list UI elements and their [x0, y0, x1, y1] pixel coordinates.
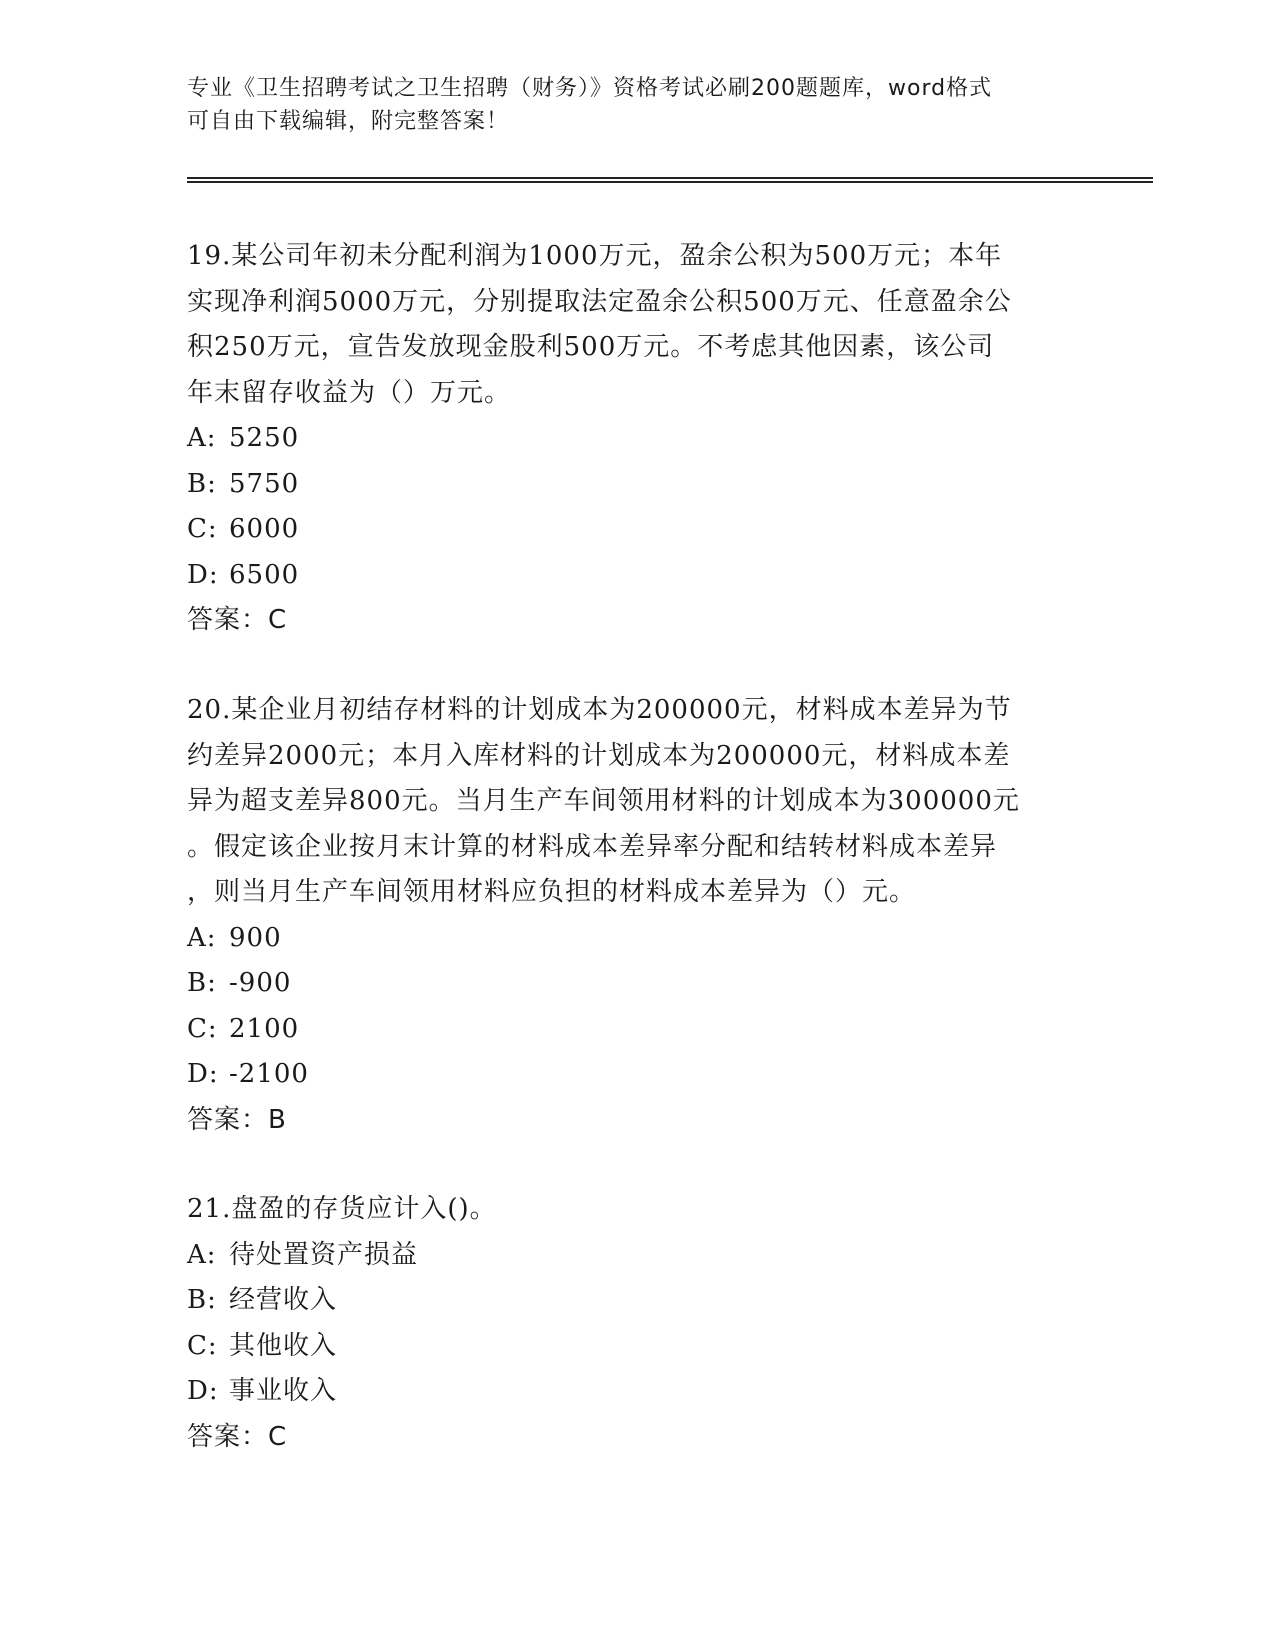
answer-label: 答案：C [187, 1421, 288, 1452]
question-text-line: 约差异2000元；本月入库材料的计划成本为200000元，材料成本差 [187, 740, 1011, 771]
option-d [187, 553, 1087, 599]
option-letter: B: [187, 468, 217, 499]
option-text: 900 [229, 922, 282, 953]
question-text-line: 19.某公司年初未分配利润为1000万元，盈余公积为500万元；本年 [187, 241, 1003, 271]
answer-label: 答案：B [187, 1104, 287, 1135]
option-text: 6000 [229, 514, 300, 544]
option-text: -900 [229, 968, 292, 998]
option-d [187, 1052, 1087, 1098]
option-a [187, 1233, 1087, 1279]
option-text: 事业收入 [229, 1376, 338, 1406]
option-d [187, 1369, 1087, 1415]
question-text-line: 年末留存收益为（）万元。 [187, 377, 512, 408]
option-b [187, 961, 1087, 1007]
option-b [187, 462, 1087, 508]
option-text: 其他收入 [229, 1330, 338, 1361]
option-letter: C: [187, 1330, 218, 1361]
question-19 [187, 234, 1087, 644]
option-letter: D: [187, 1376, 219, 1406]
option-c [187, 1007, 1087, 1053]
option-text: -2100 [229, 1059, 309, 1089]
option-letter: A: [187, 1239, 217, 1270]
option-text: 5750 [229, 468, 300, 499]
document-header [187, 72, 1087, 138]
header-title-line-2: 可自由下载编辑，附完整答案！ [187, 109, 510, 134]
option-c [187, 507, 1087, 553]
question-21 [187, 1187, 1087, 1460]
question-text-line: 积250万元，宣告发放现金股利500万元。不考虑其他因素，该公司 [187, 332, 995, 362]
option-letter: C: [187, 514, 218, 544]
header-title-line-1: 专业《卫生招聘考试之卫生招聘（财务）》资格考试必刷200题题库，word格式 [187, 76, 993, 101]
answer-label: 答案：C [187, 605, 288, 635]
question-text-line: 异为超支差异800元。当月生产车间领用材料的计划成本为300000元 [187, 786, 1020, 816]
option-letter: D: [187, 559, 219, 590]
option-letter: C: [187, 1013, 218, 1044]
option-letter: A: [187, 423, 217, 453]
question-text-line: 实现净利润5000万元，分别提取法定盈余公积500万元、任意盈余公 [187, 286, 1012, 317]
option-letter: D: [187, 1059, 219, 1089]
option-letter: A: [187, 922, 217, 953]
option-a [187, 916, 1087, 962]
option-text: 待处置资产损益 [229, 1239, 419, 1270]
option-text: 5250 [229, 423, 300, 453]
option-text: 经营收入 [229, 1285, 338, 1315]
option-a [187, 416, 1087, 462]
option-text: 6500 [229, 559, 300, 590]
option-b [187, 1278, 1087, 1324]
question-20 [187, 688, 1087, 1143]
option-letter: B: [187, 1285, 217, 1315]
question-text-line: 20.某企业月初结存材料的计划成本为200000元，材料成本差异为节 [187, 695, 1012, 725]
option-c [187, 1324, 1087, 1370]
option-text: 2100 [229, 1013, 300, 1044]
header-divider [187, 177, 1153, 183]
question-text-line: ，则当月生产车间领用材料应负担的材料成本差异为（）元。 [187, 877, 917, 907]
question-text-line: 21.盘盈的存货应计入()。 [187, 1194, 497, 1224]
option-letter: B: [187, 968, 217, 998]
question-text-line: 。假定该企业按月末计算的材料成本差异率分配和结转材料成本差异 [187, 831, 998, 862]
